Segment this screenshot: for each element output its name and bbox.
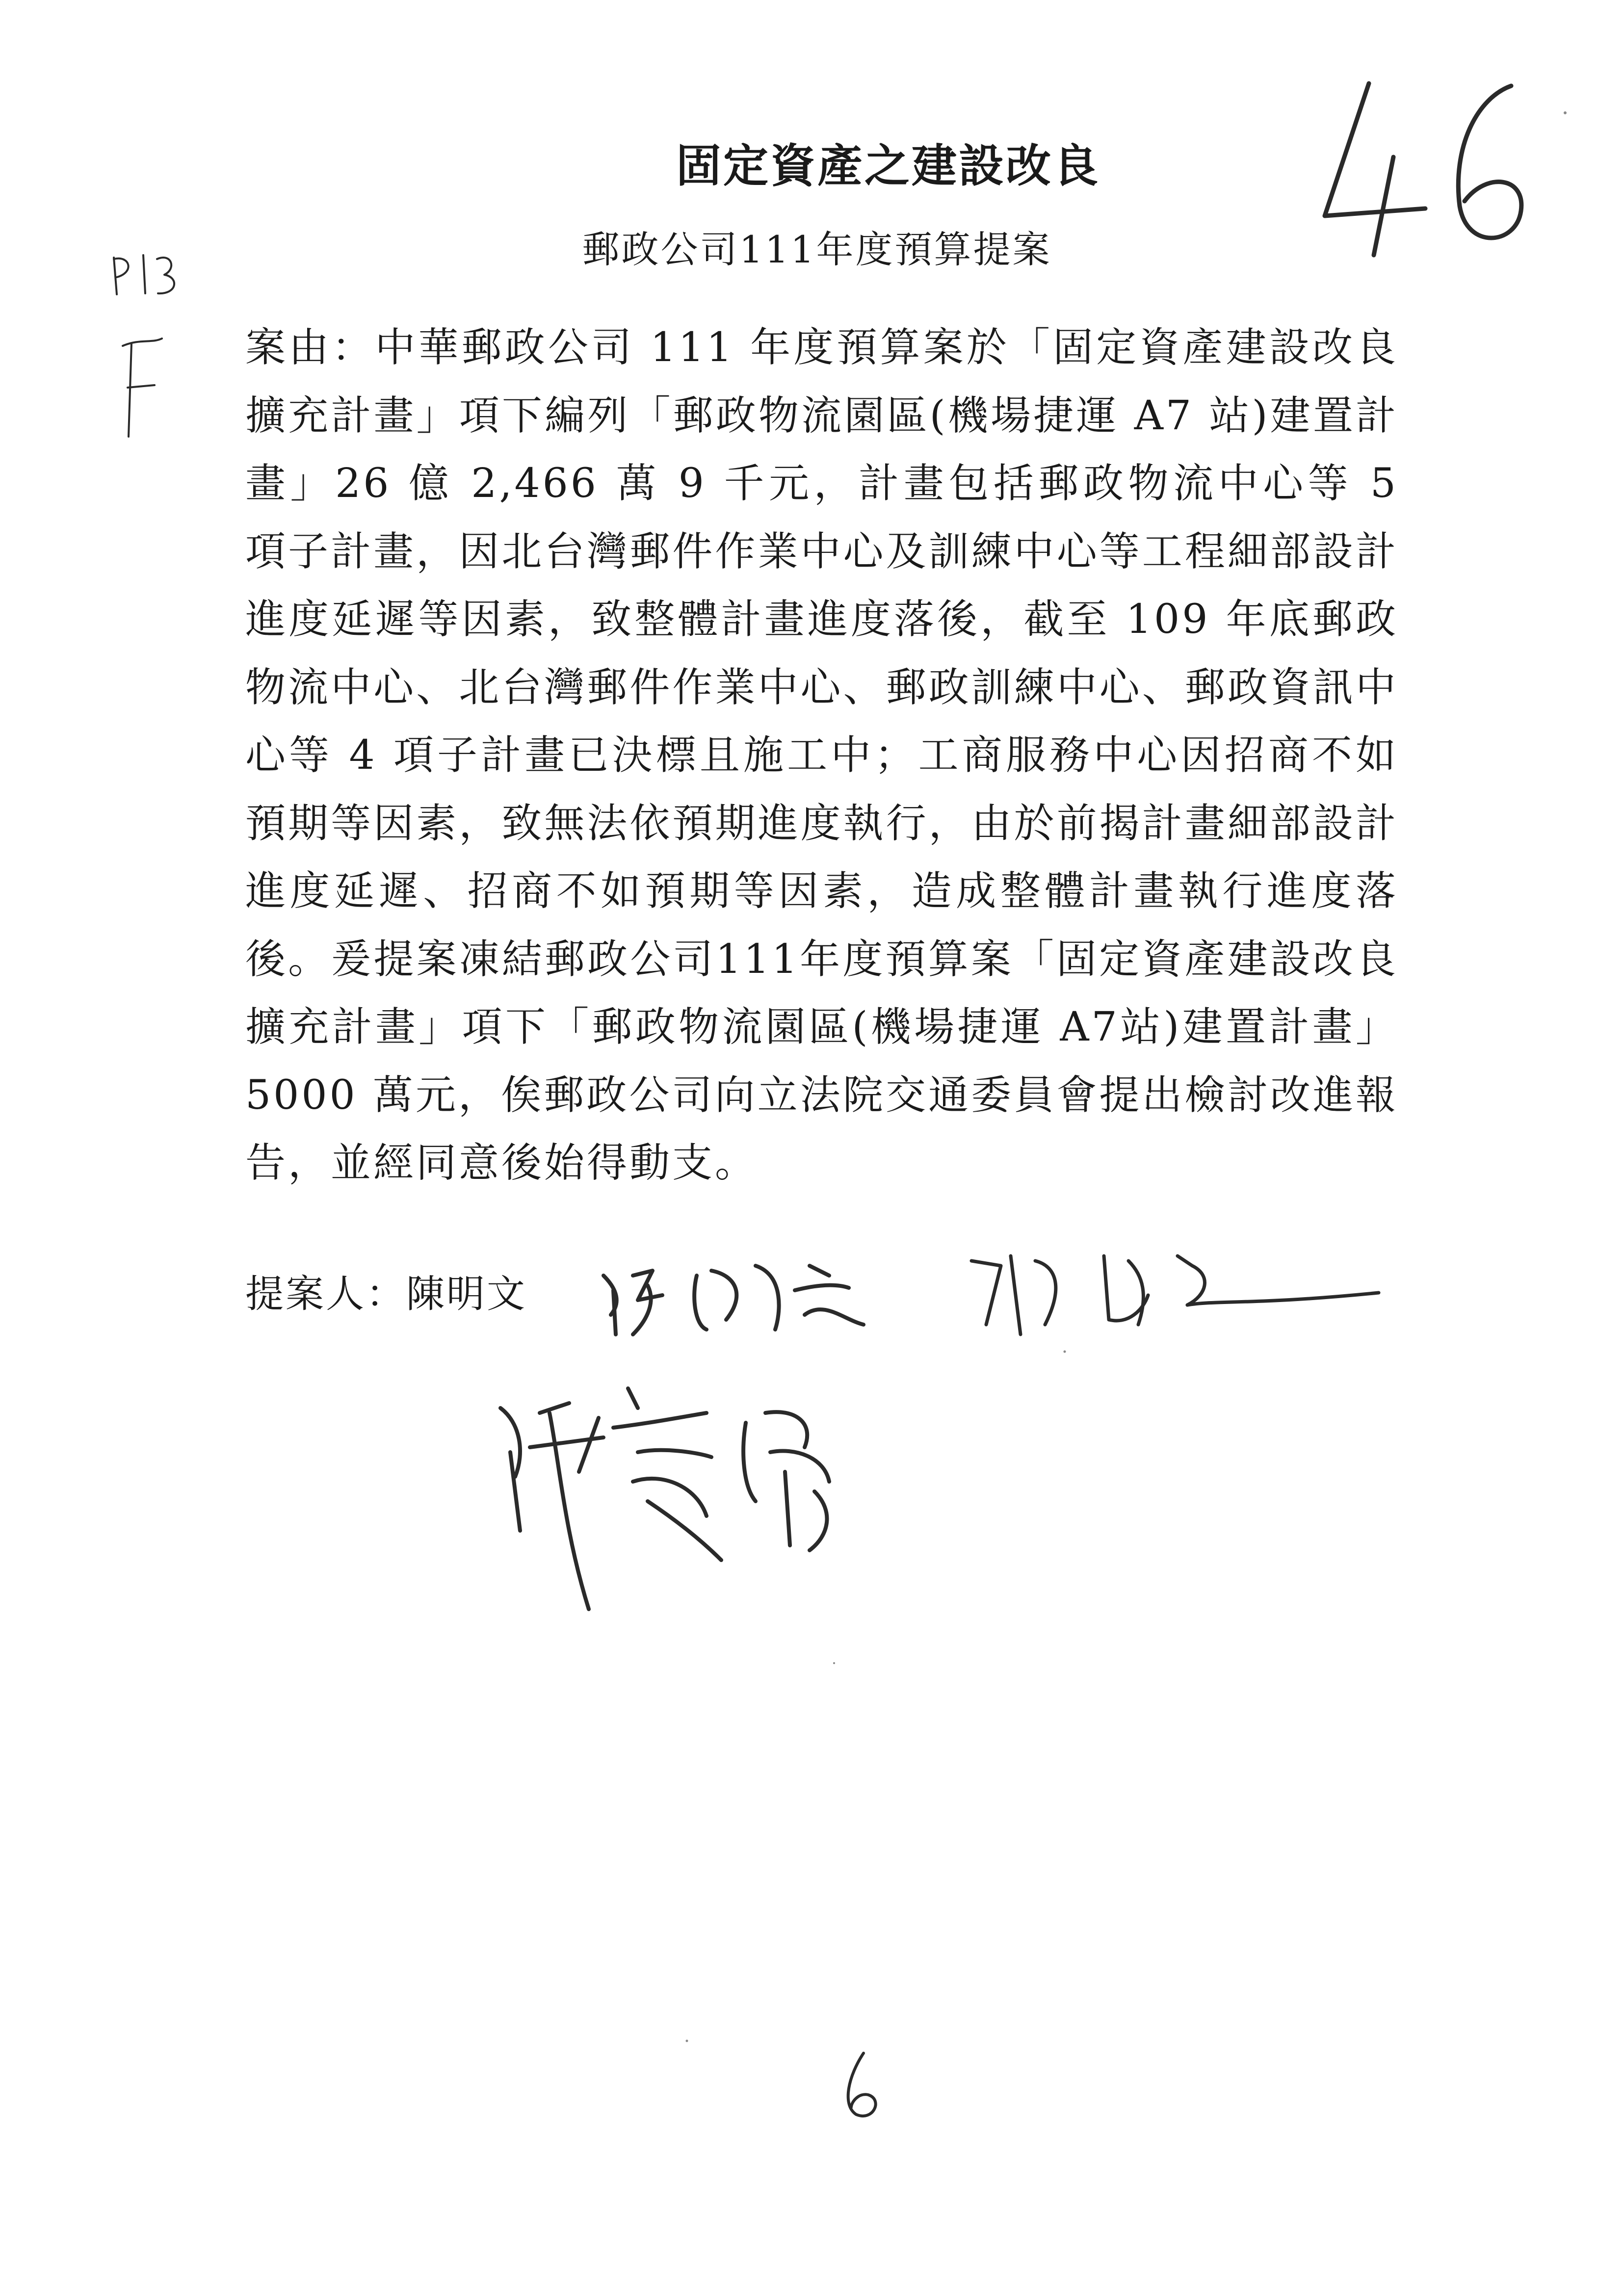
scan-specks	[686, 111, 1567, 2042]
proposer-label: 提案人：陳明文	[245, 1272, 527, 1316]
signature-3	[500, 1388, 829, 1609]
handwritten-page-number-6	[848, 2053, 876, 2116]
document-subtitle: 郵政公司111年度預算提案	[582, 228, 1052, 271]
handwritten-page-number-46	[1325, 83, 1521, 255]
proposal-body: 案由：中華郵政公司 111 年度預算案於「固定資產建設改良擴充計畫」項下編列「郵政物流園區(機場捷運 A7 站)建置計畫」26 億 2,466 萬 9 千元，計畫包括郵政物流中心等 5 項子計畫，因北台灣郵件作業中心及訓練中心等工程細部設計進度延遲等因素，致整體計畫進度落後，截至 109 年底郵政物流中心、北台灣郵件作業中心、郵政訓練中心、郵政資訊中心等 4 項子計畫已決標且施工中；工商服務中心因招商不如預期等因素，致無法依預期進度執行，由於前揭計畫細部設計進度延遲、招商不如預期等因素，造成整體計畫執行進度落後。爰提案凍結郵政公司111年度預算案「固定資產建設改良擴充計畫」項下「郵政物流園區(機場捷運 A7站)建置計畫」5000 萬元，俟郵政公司向立法院交通委員會提出檢討改進報告，並經同意後始得動支。	[245, 324, 1398, 1186]
margin-note-f	[123, 339, 162, 437]
signature-1	[603, 1266, 864, 1334]
document-title: 固定資產之建設改良	[676, 139, 1100, 192]
signature-2	[971, 1256, 1379, 1334]
margin-note-p13	[114, 255, 174, 294]
